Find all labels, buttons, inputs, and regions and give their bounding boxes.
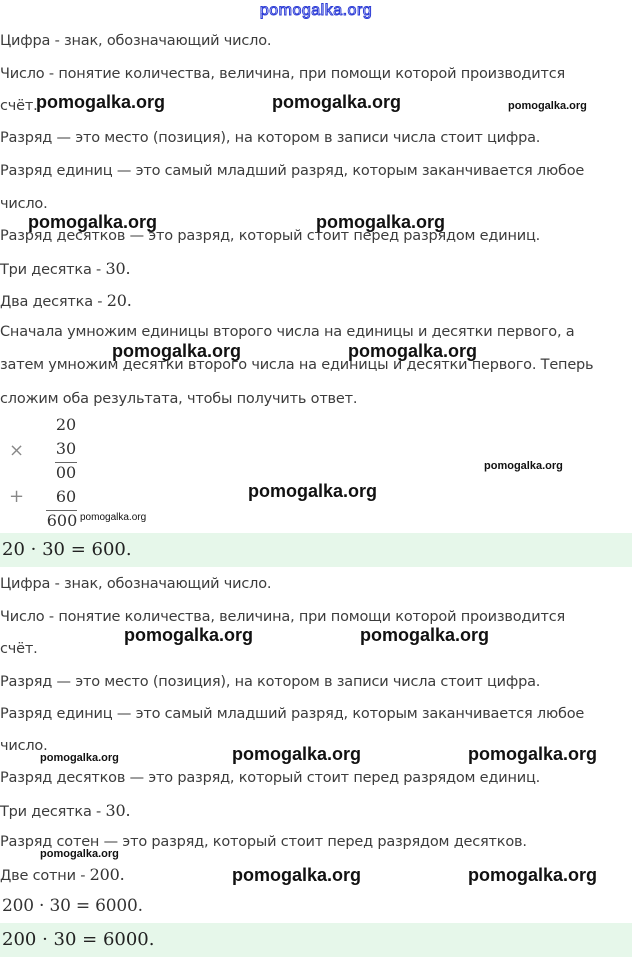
watermark-text: pomogalka.org <box>272 92 402 112</box>
watermark-text: pomogalka.org <box>248 481 378 501</box>
watermark-text: pomogalka.org <box>28 212 158 232</box>
times-sign: × <box>9 440 25 461</box>
text-line: Число - понятие количества, величина, при помощи которой производится <box>0 609 566 625</box>
watermark-text: pomogalka.org <box>40 848 119 860</box>
tens-three-value: 30. <box>105 259 131 278</box>
tens-two-value: 20. <box>106 291 132 310</box>
column-partial-2: 60 <box>55 487 77 506</box>
tens-three-line <box>0 259 130 278</box>
text-line: число. <box>0 196 48 212</box>
column-sum: 600 <box>46 511 78 530</box>
hundreds-two-line <box>0 865 124 884</box>
watermark-text: pomogalka.org <box>232 744 362 764</box>
watermark-text: pomogalka.org <box>360 625 490 645</box>
watermark-text: pomogalka.org <box>508 100 587 112</box>
result-equation: 200 · 30 = 6000. <box>2 929 155 950</box>
text-line: Разряд — это место (позиция), на котором в записи числа стоит цифра. <box>0 130 541 146</box>
explain-line: Сначала умножим единицы второго числа на единицы и десятки первого, а <box>0 324 575 340</box>
hundreds-two-value: 200. <box>89 865 125 884</box>
column-partial-1: 00 <box>55 463 77 482</box>
text-line: Разряд единиц — это самый младший разряд, которым заканчивается любое <box>0 706 585 722</box>
text-line: Цифра - знак, обозначающий число. <box>0 576 272 592</box>
tens-three-value: 30. <box>105 801 131 820</box>
watermark-text: pomogalka.org <box>316 212 446 232</box>
result-box <box>0 533 632 567</box>
watermark-text: pomogalka.org <box>348 341 478 361</box>
text-line: число. <box>0 738 48 754</box>
tens-two-label: Два десятка - <box>0 294 107 310</box>
text-line: Разряд десятков — это разряд, который стоит перед разрядом единиц. <box>0 228 541 244</box>
text-line: Разряд единиц — это самый младший разряд, которым заканчивается любое <box>0 163 585 179</box>
explain-line: затем умножим десятки второго числа на единицы и десятки первого. Теперь <box>0 357 594 373</box>
watermark-text: pomogalka.org <box>112 341 242 361</box>
column-multiplier: 30 <box>55 439 77 458</box>
result-equation: 20 · 30 = 600. <box>2 539 132 560</box>
plus-sign: + <box>9 486 25 507</box>
text-line: Разряд десятков — это разряд, который стоит перед разрядом единиц. <box>0 770 541 786</box>
result-box <box>0 923 632 957</box>
hundreds-two-label: Две сотни - <box>0 868 90 884</box>
text-line: Число - понятие количества, величина, при помощи которой производится <box>0 66 566 82</box>
text-line: Разряд — это место (позиция), на котором в записи числа стоит цифра. <box>0 674 541 690</box>
tens-three-line <box>0 801 130 820</box>
watermark-text: pomogalka.org <box>468 865 598 885</box>
watermark-text: pomogalka.org <box>36 92 166 112</box>
watermark-text: pomogalka.org <box>124 625 254 645</box>
watermark-text: pomogalka.org <box>232 865 362 885</box>
watermark-text: pomogalka.org <box>80 512 147 523</box>
text-line: счёт. <box>0 98 38 114</box>
watermark-text: pomogalka.org <box>468 744 598 764</box>
equation-line: 200 · 30 = 6000. <box>2 896 143 916</box>
hundreds-definition: Разряд сотен — это разряд, который стоит перед разрядом десятков. <box>0 834 527 850</box>
text-line: счёт. <box>0 641 38 657</box>
site-header-watermark: pomogalka.org <box>259 2 373 19</box>
text-line: Цифра - знак, обозначающий число. <box>0 33 272 49</box>
explain-line: сложим оба результата, чтобы получить ответ. <box>0 391 358 407</box>
tens-three-label: Три десятка - <box>0 262 106 278</box>
column-multiplicand: 20 <box>55 415 77 434</box>
watermark-text: pomogalka.org <box>40 752 119 764</box>
tens-three-label: Три десятка - <box>0 804 106 820</box>
tens-two-line <box>0 291 132 310</box>
watermark-text: pomogalka.org <box>484 460 563 472</box>
